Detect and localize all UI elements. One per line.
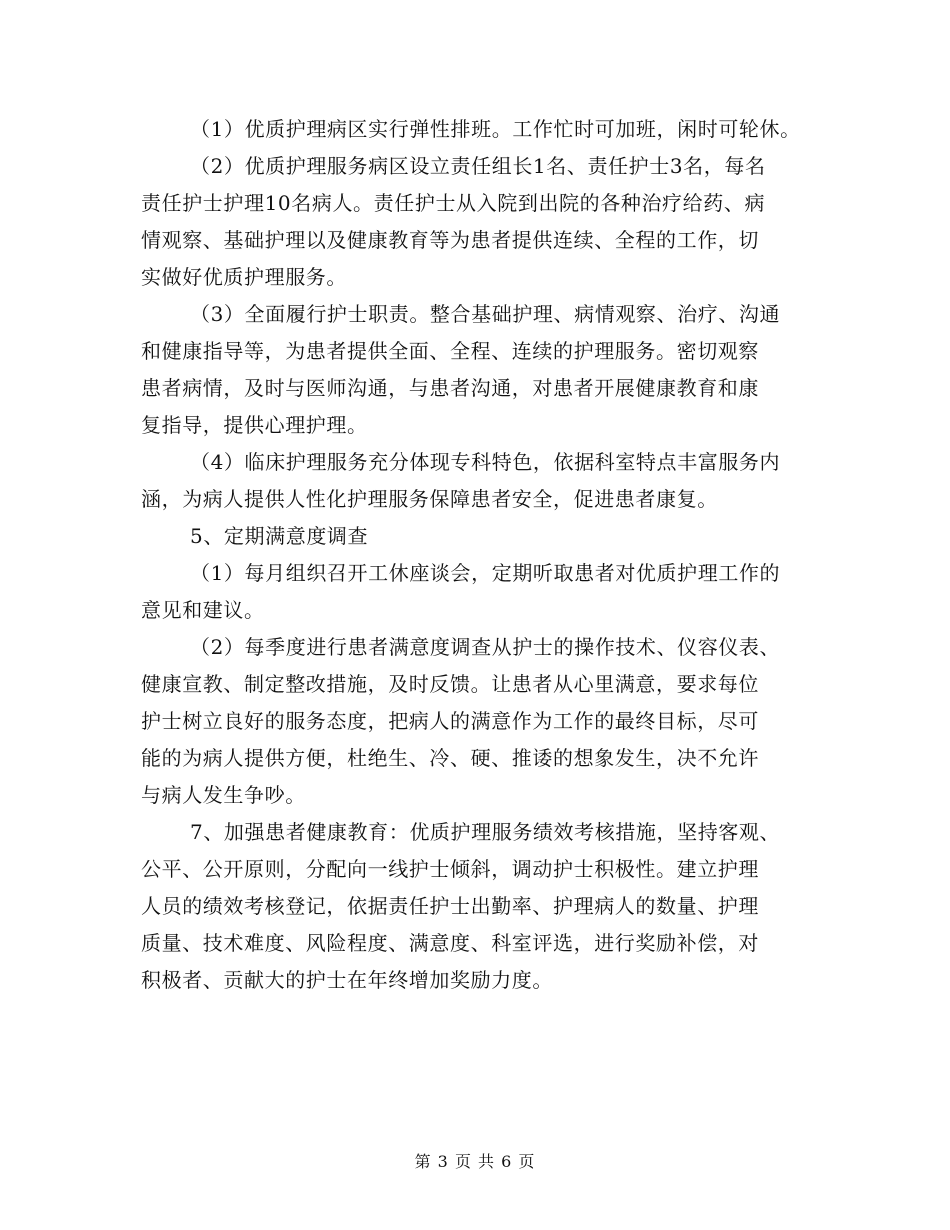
text-line: 复指导，提供心理护理。 (141, 413, 368, 437)
text-line: 与病人发生争吵。 (141, 783, 306, 807)
text-line: （2）每季度进行患者满意度调查从护士的操作技术、仪容仪表、 (190, 635, 781, 659)
text-line: 人员的绩效考核登记，依据责任护士出勤率、护理病人的数量、护理 (141, 894, 759, 918)
text-line: （1）每月组织召开工休座谈会，定期听取患者对优质护理工作的 (190, 561, 781, 585)
text-line: （1）优质护理病区实行弹性排班。工作忙时可加班，闲时可轮休。 (190, 117, 801, 141)
text-line: 质量、技术难度、风险程度、满意度、科室评选，进行奖励补偿，对 (141, 931, 759, 955)
section-heading: 7、加强患者健康教育：优质护理服务绩效考核措施，坚持客观、 (190, 820, 781, 844)
text-line: 健康宣教、制定整改措施，及时反馈。让患者从心里满意，要求每位 (141, 672, 759, 696)
section-heading: 5、定期满意度调查 (190, 524, 369, 548)
text-line: 积极者、贡献大的护士在年终增加奖励力度。 (141, 968, 553, 992)
text-line: 涵，为病人提供人性化护理服务保障患者安全，促进患者康复。 (141, 487, 718, 511)
text-line: 意见和建议。 (141, 598, 265, 622)
text-line: （3）全面履行护士职责。整合基础护理、病情观察、治疗、沟通 (190, 302, 781, 326)
text-line: 情观察、基础护理以及健康教育等为患者提供连续、全程的工作，切 (141, 228, 759, 252)
text-line: 能的为病人提供方便，杜绝生、冷、硬、推诿的想象发生，决不允许 (141, 746, 759, 770)
text-line: （2）优质护理服务病区设立责任组长1名、责任护士3名，每名 (190, 154, 766, 178)
text-line: 公平、公开原则，分配向一线护士倾斜，调动护士积极性。建立护理 (141, 857, 759, 881)
text-line: 患者病情，及时与医师沟通，与患者沟通，对患者开展健康教育和康 (141, 376, 759, 400)
text-line: 实做好优质护理服务。 (141, 265, 347, 289)
text-line: 责任护士护理10名病人。责任护士从入院到出院的各种治疗给药、病 (141, 191, 766, 215)
text-line: （4）临床护理服务充分体现专科特色，依据科室特点丰富服务内 (190, 450, 781, 474)
text-line: 和健康指导等，为患者提供全面、全程、连续的护理服务。密切观察 (141, 339, 759, 363)
page-number-footer: 第 3 页 共 6 页 (414, 1152, 536, 1171)
text-line: 护士树立良好的服务态度，把病人的满意作为工作的最终目标，尽可 (141, 709, 759, 733)
